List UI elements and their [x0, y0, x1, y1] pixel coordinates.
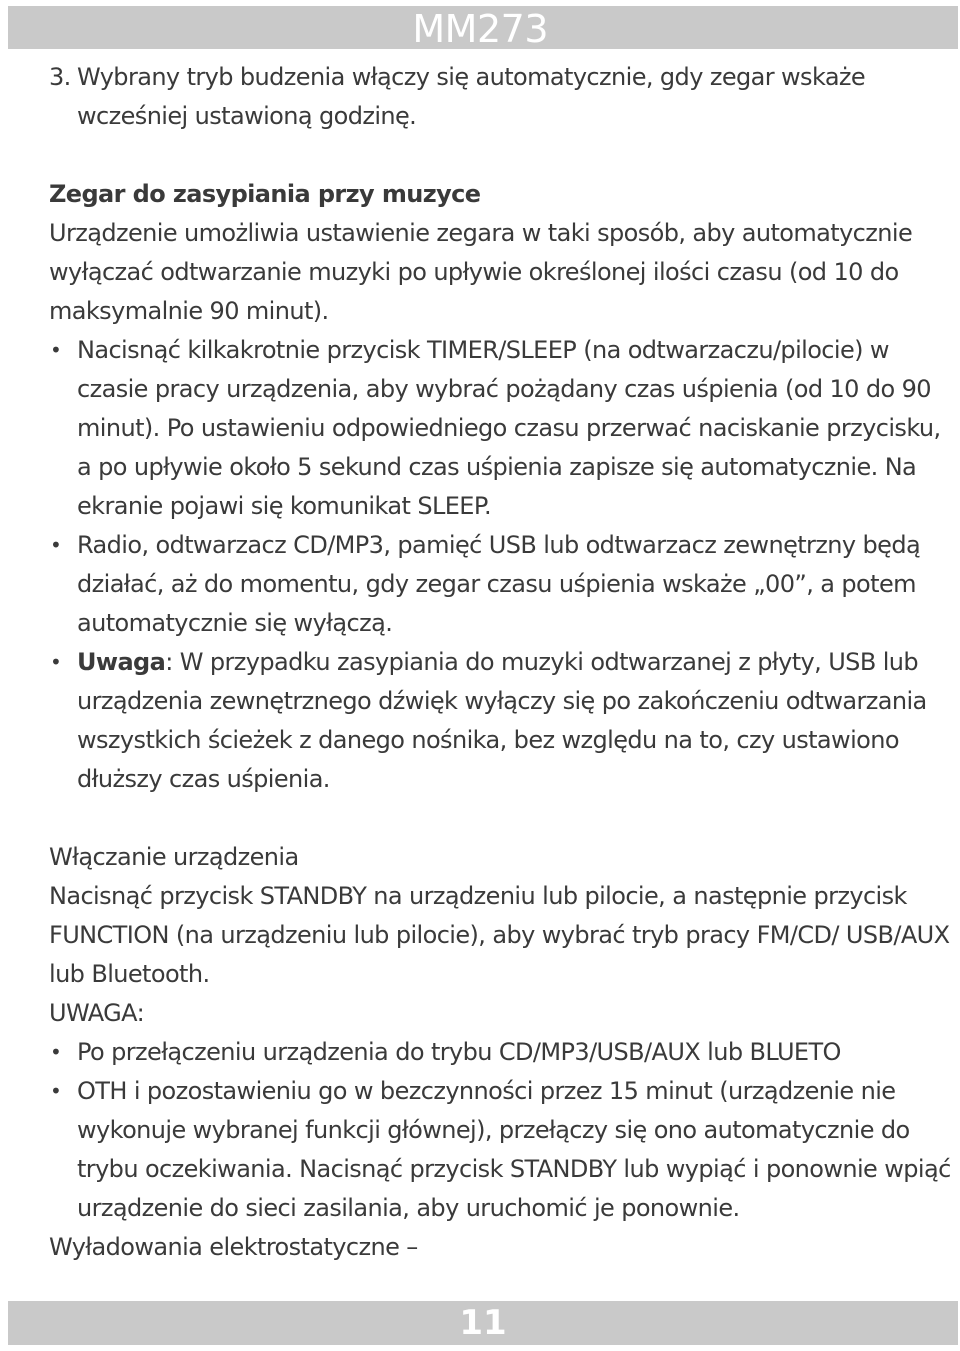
page-content [49, 58, 959, 1267]
bullet-icon: • [50, 338, 62, 362]
list-item-text: Po przełączeniu urządzenia do trybu CD/MP3/USB/AUX lub BLUETO [77, 1038, 841, 1066]
alarm-step-3 [49, 58, 959, 136]
list-item [49, 1072, 959, 1228]
page-number: 11 [459, 1303, 507, 1343]
step-text: Wybrany tryb budzenia włączy się automatycznie, gdy zegar wskaże wcześniej ustawioną godzinę. [77, 63, 866, 130]
spacer [49, 136, 959, 175]
sleep-timer-heading: Zegar do zasypiania przy muzyce [49, 180, 481, 208]
note-label: Uwaga [77, 648, 166, 676]
list-item-text: Nacisnąć kilkakrotnie przycisk TIMER/SLEEP (na odtwarzaczu/pilocie) w czasie pracy urządzenia, aby wybrać pożądany czas uśpienia (od 10 do 90 minut). Po ustawieniu odpowiedniego czasu przerwać naciskanie przycisku, a po upływie około 5 sekund czas uśpienia zapisze się automatycznie. Na ekranie pojawi się komunikat SLEEP. [77, 336, 941, 520]
esd-heading: Wyładowania elektrostatyczne – [49, 1233, 418, 1261]
sleep-timer-list [49, 331, 959, 799]
list-item [49, 331, 959, 526]
power-on-heading: Włączanie urządzenia [49, 843, 299, 871]
power-on-text: Nacisnąć przycisk STANDBY na urządzeniu lub pilocie, a następnie przycisk FUNCTION (na urządzeniu lub pilocie), aby wybrać tryb pracy FM/CD/ USB/AUX lub Bluetooth. [49, 882, 950, 988]
bullet-icon: • [50, 1079, 62, 1103]
list-item-text: Radio, odtwarzacz CD/MP3, pamięć USB lub odtwarzacz zewnętrzny będą działać, aż do momentu, gdy zegar czasu uśpienia wskaże „00”, a potem automatycznie się wyłączą. [77, 531, 921, 637]
list-item-note [49, 643, 959, 799]
power-on-note-label: UWAGA: [49, 999, 145, 1027]
header-bar [8, 6, 958, 49]
note-text: : W przypadku zasypiania do muzyki odtwarzanej z płyty, USB lub urządzenia zewnętrznego dźwięk wyłączy się po zakończeniu odtwarzania wszystkich ścieżek z danego nośnika, bez względu na to, czy ustawiono dłuższy czas uśpienia. [77, 648, 927, 793]
list-item [49, 1033, 959, 1072]
bullet-icon: • [50, 533, 62, 557]
bullet-icon: • [50, 1040, 62, 1064]
power-on-list [49, 1033, 959, 1228]
list-item [49, 526, 959, 643]
step-number: 3. [49, 63, 71, 91]
list-item-text: OTH i pozostawieniu go w bezczynności przez 15 minut (urządzenie nie wykonuje wybranej funkcji głównej), przełączy się ono automatycznie do trybu oczekiwania. Nacisnąć przycisk STANDBY lub wypiąć i ponownie wpiąć urządzenie do sieci zasilania, aby uruchomić je ponownie. [77, 1077, 951, 1222]
spacer [49, 799, 959, 838]
model-number: MM273 [412, 7, 548, 51]
footer-bar [8, 1301, 958, 1345]
bullet-icon: • [50, 650, 62, 674]
sleep-timer-intro: Urządzenie umożliwia ustawienie zegara w taki sposób, aby automatycznie wyłączać odtwarzanie muzyki po upływie określonej ilości czasu (od 10 do maksymalnie 90 minut). [49, 219, 913, 325]
